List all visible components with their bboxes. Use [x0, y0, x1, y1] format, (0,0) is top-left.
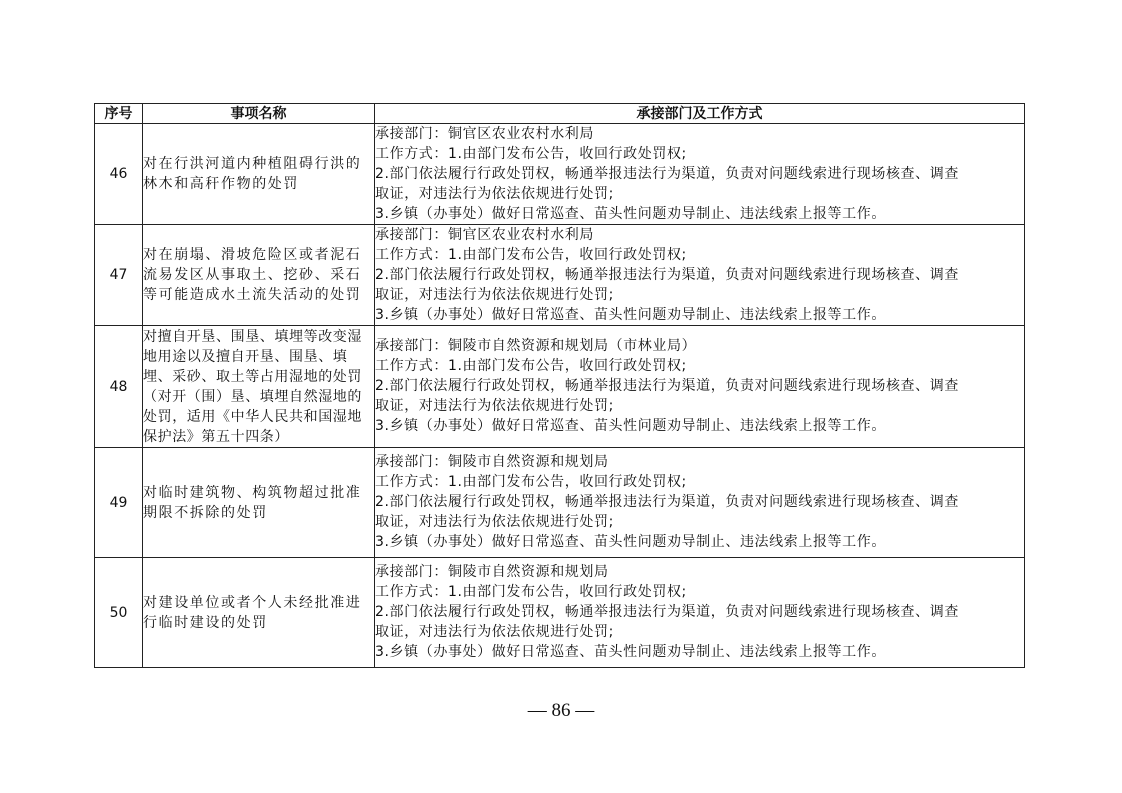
table-row — [95, 448, 1025, 558]
method-line-1: 工作方式：1.由部门发布公告，收回行政处罚权; — [375, 358, 687, 374]
method-line-1: 工作方式：1.由部门发布公告，收回行政处罚权; — [375, 146, 687, 162]
row-number: 47 — [95, 225, 143, 326]
row-number: 46 — [95, 124, 143, 225]
table-row — [95, 225, 1025, 326]
item-name: 对在行洪河道内种植阻碍行洪的林木和高秆作物的处罚 — [143, 124, 375, 225]
method-line-2-cont: 取证，对违法行为依法依规进行处罚; — [375, 186, 614, 202]
method-line-2: 2.部门依法履行行政处罚权，畅通举报违法行为渠道，负责对问题线索进行现场核查、调查 — [375, 267, 959, 283]
row-number: 48 — [95, 326, 143, 448]
method-line-3: 3.乡镇（办事处）做好日常巡查、苗头性问题劝导制止、违法线索上报等工作。 — [375, 644, 886, 660]
row-number: 50 — [95, 558, 143, 668]
method-line-2-cont: 取证，对违法行为依法依规进行处罚; — [375, 514, 614, 530]
item-name: 对在崩塌、滑坡危险区或者泥石流易发区从事取土、挖砂、采石等可能造成水土流失活动的处罚 — [143, 225, 375, 326]
department-method — [375, 448, 1025, 558]
method-line-2-cont: 取证，对违法行为依法依规进行处罚; — [375, 624, 614, 640]
method-line-3: 3.乡镇（办事处）做好日常巡查、苗头性问题劝导制止、违法线索上报等工作。 — [375, 418, 886, 434]
matters-table — [94, 103, 1025, 668]
table-row — [95, 558, 1025, 668]
method-line-2: 2.部门依法履行行政处罚权，畅通举报违法行为渠道，负责对问题线索进行现场核查、调查 — [375, 494, 959, 510]
page-number: — 86 — — [527, 700, 595, 721]
table-row — [95, 326, 1025, 448]
item-name: 对擅自开垦、围垦、填埋等改变湿地用途以及擅自开垦、围垦、填埋、采砂、取土等占用湿地的处罚（对开（围）垦、填埋自然湿地的处罚，适用《中华人民共和国湿地保护法》第五十四条） — [143, 326, 375, 448]
department-line: 承接部门：铜官区农业农村水利局 — [375, 126, 594, 142]
department-line: 承接部门：铜官区农业农村水利局 — [375, 227, 594, 243]
department-line: 承接部门：铜陵市自然资源和规划局（市林业局） — [375, 338, 697, 354]
method-line-1: 工作方式：1.由部门发布公告，收回行政处罚权; — [375, 247, 687, 263]
item-name: 对建设单位或者个人未经批准进行临时建设的处罚 — [143, 558, 375, 668]
department-line: 承接部门：铜陵市自然资源和规划局 — [375, 564, 609, 580]
method-line-2: 2.部门依法履行行政处罚权，畅通举报违法行为渠道，负责对问题线索进行现场核查、调查 — [375, 378, 959, 394]
header-department-method: 承接部门及工作方式 — [375, 104, 1025, 124]
method-line-1: 工作方式：1.由部门发布公告，收回行政处罚权; — [375, 584, 687, 600]
method-line-2-cont: 取证，对违法行为依法依规进行处罚; — [375, 287, 614, 303]
department-method — [375, 124, 1025, 225]
department-line: 承接部门：铜陵市自然资源和规划局 — [375, 454, 609, 470]
department-method — [375, 225, 1025, 326]
table-row — [95, 124, 1025, 225]
method-line-3: 3.乡镇（办事处）做好日常巡查、苗头性问题劝导制止、违法线索上报等工作。 — [375, 206, 886, 222]
department-method — [375, 558, 1025, 668]
method-line-2: 2.部门依法履行行政处罚权，畅通举报违法行为渠道，负责对问题线索进行现场核查、调查 — [375, 166, 959, 182]
method-line-3: 3.乡镇（办事处）做好日常巡查、苗头性问题劝导制止、违法线索上报等工作。 — [375, 307, 886, 323]
header-item-name: 事项名称 — [143, 104, 375, 124]
department-method — [375, 326, 1025, 448]
method-line-2-cont: 取证，对违法行为依法依规进行处罚; — [375, 398, 614, 414]
header-no: 序号 — [95, 104, 143, 124]
table-header-row — [95, 104, 1025, 124]
method-line-3: 3.乡镇（办事处）做好日常巡查、苗头性问题劝导制止、违法线索上报等工作。 — [375, 534, 886, 550]
method-line-1: 工作方式：1.由部门发布公告，收回行政处罚权; — [375, 474, 687, 490]
row-number: 49 — [95, 448, 143, 558]
method-line-2: 2.部门依法履行行政处罚权，畅通举报违法行为渠道，负责对问题线索进行现场核查、调查 — [375, 604, 959, 620]
item-name: 对临时建筑物、构筑物超过批准期限不拆除的处罚 — [143, 448, 375, 558]
